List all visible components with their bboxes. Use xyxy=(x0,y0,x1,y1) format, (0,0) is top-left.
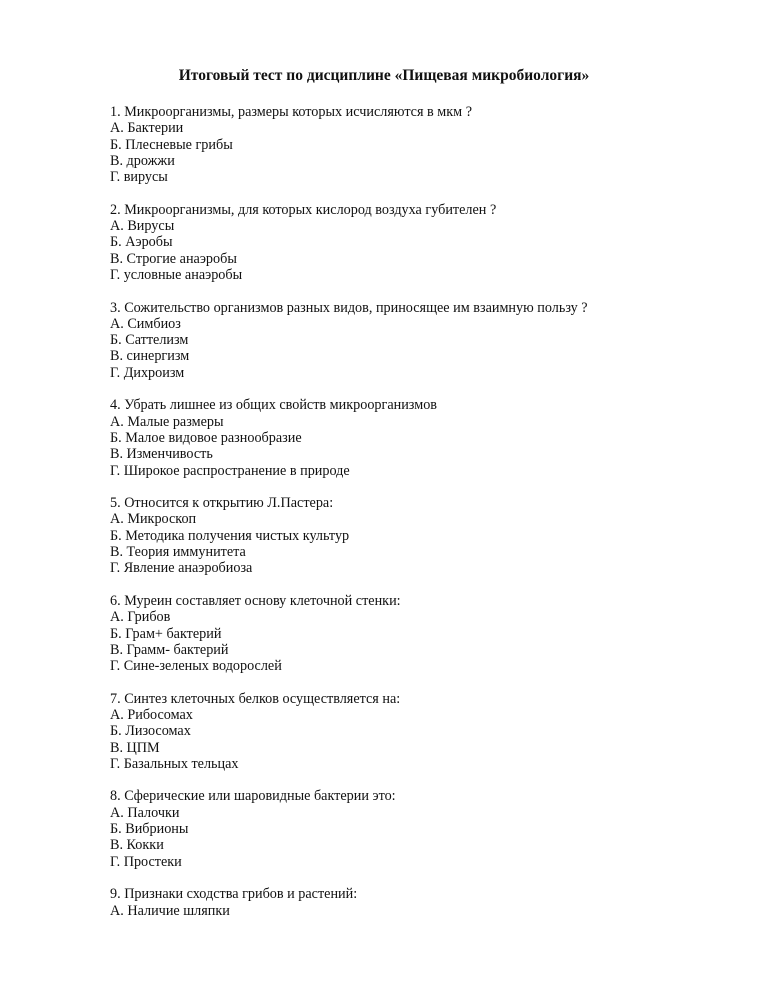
answer-option: Б. Малое видовое разнообразие xyxy=(110,429,302,446)
answer-option: Б. Вибрионы xyxy=(110,821,189,838)
answer-option: В. Грамм- бактерий xyxy=(110,641,229,658)
question-text: 7. Синтез клеточных белков осуществляется на: xyxy=(110,690,401,707)
answer-option: А. Бактерии xyxy=(110,120,184,137)
answer-option: Б. Методика получения чистых культур xyxy=(110,527,350,544)
answer-option: Б. Плесневые грибы xyxy=(110,136,233,153)
question-list xyxy=(110,104,710,935)
question-2 xyxy=(110,202,710,283)
answer-option: В. Теория иммунитета xyxy=(110,544,246,561)
answer-option: Г. Широкое распространение в природе xyxy=(110,462,350,479)
question-text: 6. Муреин составляет основу клеточной стенки: xyxy=(110,592,401,609)
question-text: 3. Сожительство организмов разных видов, приносящее им взаимную пользу ? xyxy=(110,299,588,316)
question-4 xyxy=(110,397,710,478)
question-7 xyxy=(110,691,710,772)
question-text: 9. Признаки сходства грибов и растений: xyxy=(110,886,358,903)
answer-option: В. синергизм xyxy=(110,348,190,365)
question-3 xyxy=(110,300,710,381)
question-text: 2. Микроорганизмы, для которых кислород воздуха губителен ? xyxy=(110,201,497,218)
answer-option: В. дрожжи xyxy=(110,152,175,169)
answer-option: А. Микроскоп xyxy=(110,511,197,528)
answer-option: А. Грибов xyxy=(110,609,171,626)
answer-option: А. Вирусы xyxy=(110,218,175,235)
answer-option: Б. Лизосомах xyxy=(110,723,191,740)
answer-option: А. Малые размеры xyxy=(110,413,224,430)
answer-option: В. Изменчивость xyxy=(110,446,213,463)
answer-option: Г. условные анаэробы xyxy=(110,266,243,283)
answer-option: В. Строгие анаэробы xyxy=(110,250,237,267)
answer-option: Г. Простеки xyxy=(110,853,182,870)
answer-option: А. Наличие шляпки xyxy=(110,902,230,919)
answer-option: Г. вирусы xyxy=(110,169,168,186)
answer-option: Г. Сине-зеленых водорослей xyxy=(110,658,282,675)
question-text: 4. Убрать лишнее из общих свойств микроорганизмов xyxy=(110,397,437,414)
question-1 xyxy=(110,104,710,185)
answer-option: Г. Базальных тельцах xyxy=(110,755,239,772)
question-text: 8. Сферические или шаровидные бактерии это: xyxy=(110,788,396,805)
page-title: Итоговый тест по дисциплине «Пищевая микробиология» xyxy=(178,67,590,84)
answer-option: Г. Дихроизм xyxy=(110,364,185,381)
answer-option: Г. Явление анаэробиоза xyxy=(110,560,253,577)
answer-option: А. Палочки xyxy=(110,804,180,821)
question-6 xyxy=(110,593,710,674)
answer-option: В. Кокки xyxy=(110,837,164,854)
question-text: 5. Относится к открытию Л.Пастера: xyxy=(110,495,334,512)
answer-option: Б. Саттелизм xyxy=(110,332,189,349)
answer-option: А. Рибосомах xyxy=(110,706,193,723)
answer-option: Б. Грам+ бактерий xyxy=(110,625,222,642)
question-9 xyxy=(110,886,710,919)
question-text: 1. Микроорганизмы, размеры которых исчисляются в мкм ? xyxy=(110,104,472,120)
question-5 xyxy=(110,495,710,576)
question-8 xyxy=(110,788,710,869)
answer-option: А. Симбиоз xyxy=(110,315,181,332)
answer-option: Б. Аэробы xyxy=(110,234,173,251)
answer-option: В. ЦПМ xyxy=(110,739,160,756)
